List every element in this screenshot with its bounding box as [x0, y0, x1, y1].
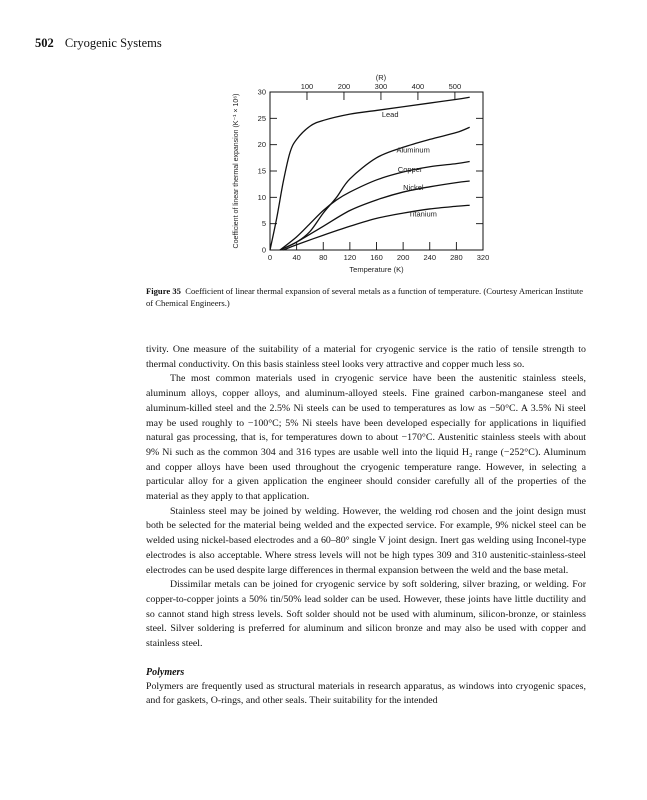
- paragraph-1: tivity. One measure of the suitability of a material for cryogenic service is the ratio of tensile strength to thermal conductivity. On this basis stainless steel looks very attractive and copper much less so.: [146, 344, 586, 370]
- figure-35-chart: [228, 60, 498, 285]
- y-tick-label: 20: [257, 140, 266, 150]
- x-tick-label: 320: [476, 253, 490, 262]
- x-tick-label: 40: [292, 253, 301, 262]
- series-label-nickel: Nickel: [403, 182, 424, 192]
- series-line-copper: [280, 162, 470, 250]
- running-title: Cryogenic Systems: [64, 36, 162, 50]
- paragraph-2: The most common materials used in cryogenic service have been the austenitic stainless steels, aluminum alloys, copper alloys, and aluminum-alloyed steels. Fine grained carbon-manganese steel and aluminum-killed steel and the 2.5% Ni steels can be used to temperatures as low as −50°C. A 3.5% Ni steel may be used roughly to −100°C; 5% Ni steels have been developed especially for applications in liquified natural gas processing, that is, for temperatures down to about −170°C. Austenitic stainless steels with about 9% Ni such as the common 304 and 316 types are usable well into the liquid H₂ range (−252°C). Aluminum and copper alloys have been used throughout the cryogenic temperature range. However, in selecting a particular alloy for a given application the engineer should consider carefully all of the properties of the material as they apply to that application.: [146, 373, 586, 503]
- x-tick-label: 80: [319, 253, 328, 262]
- x-tick-label: 280: [450, 253, 463, 262]
- top-tick-label: 300: [374, 82, 388, 91]
- section-heading-polymers: Polymers: [146, 666, 185, 678]
- x-tick-label: 120: [343, 253, 357, 262]
- x-axis-label: Temperature (K): [349, 265, 404, 274]
- series-label-titanium: Titanium: [408, 209, 437, 219]
- y-tick-label: 0: [261, 245, 266, 255]
- x-tick-label: 240: [423, 253, 437, 262]
- body-text: [146, 343, 586, 709]
- y-tick-label: 15: [257, 166, 266, 176]
- figure-number: Figure 35: [146, 286, 181, 296]
- top-axis-label: (R): [375, 73, 387, 82]
- series-label-copper: Copper: [397, 165, 423, 175]
- top-tick-label: 400: [411, 82, 425, 91]
- y-axis-label: Coefficient of linear thermal expansion (K⁻¹ × 10⁶): [233, 93, 240, 249]
- top-tick-label: 200: [337, 82, 351, 91]
- top-tick-label: 100: [300, 82, 314, 91]
- running-header: [35, 36, 162, 51]
- y-tick-label: 25: [257, 113, 266, 123]
- series-label-aluminum: Aluminum: [396, 145, 430, 155]
- figure-caption: [146, 286, 586, 309]
- paragraph-4: Dissimilar metals can be joined for cryogenic service by soft soldering, silver brazing, or welding. For copper-to-copper joints a 50% tin/50% lead solder can be used. However, these joints have little ductility and so cannot stand high stress levels. Soft solder should not be used with aluminum, silicon-bronze, or stainless steel. Silver soldering is preferred for aluminum and silicon bronze and may also be used with copper and stainless steel.: [146, 579, 586, 650]
- page-number: 502: [35, 36, 54, 50]
- series-line-nickel: [280, 181, 470, 250]
- series-line-lead: [270, 97, 470, 250]
- paragraph-5: Polymers are frequently used as structural materials in research apparatus, as windows into cryogenic spaces, and for gaskets, O-rings, and other seals. Their suitability for the intended: [146, 680, 586, 707]
- y-tick-label: 5: [261, 219, 266, 229]
- series-line-aluminum: [280, 127, 470, 250]
- x-tick-label: 200: [396, 253, 410, 262]
- x-tick-label: 0: [267, 253, 273, 262]
- y-tick-label: 30: [257, 87, 266, 97]
- paragraph-3: Stainless steel may be joined by welding. However, the welding rod chosen and the joint design must both be selected for the material being welded and the expected service. For example, 9% nickel steel can be welded using nickel-based electrodes and a 60–80° single V joint design. Inert gas welding using Inconel-type electrodes is also acceptable. Where stress levels will not be high types 309 and 310 austenitic-stainless-steel electrodes can be used despite large differences in thermal expansion between the weld and the base metal.: [146, 505, 586, 576]
- top-tick-label: 500: [448, 82, 462, 91]
- figure-caption-text: Coefficient of linear thermal expansion of several metals as a function of temperature. (Courtesy American Institute of Chemical Engineers.): [146, 286, 584, 308]
- x-tick-label: 160: [370, 253, 383, 262]
- plot-frame: [270, 92, 483, 250]
- y-tick-label: 10: [257, 192, 266, 202]
- series-label-lead: Lead: [381, 109, 399, 119]
- thermal-expansion-chart-svg: [228, 60, 498, 285]
